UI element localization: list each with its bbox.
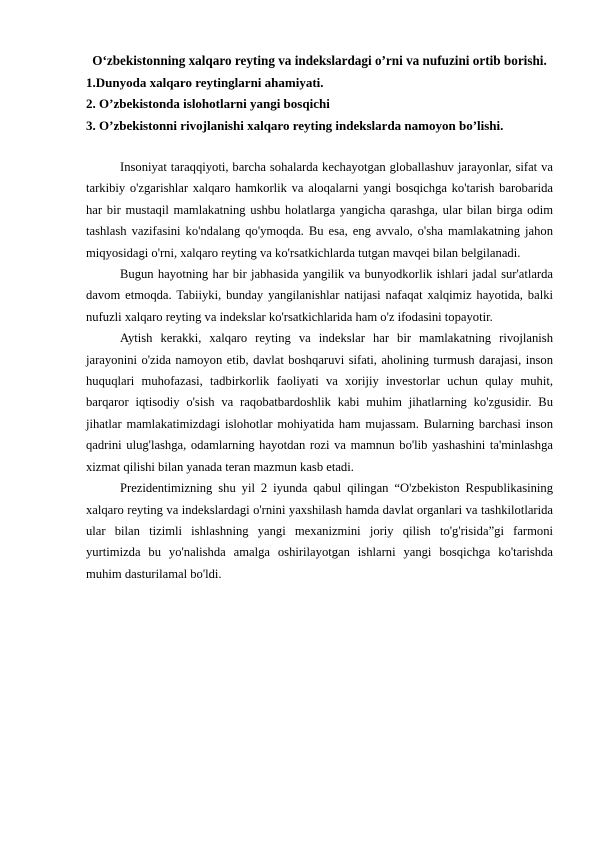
body-paragraph: Bugun hayotning har bir jabhasida yangilik va bunyodkorlik ishlari jadal sur'atlarda davom etmoqda. Tabiiyki, bunday yangilanishlar natijasi nafaqat xalqimiz hayotida, balki nufuzli xalqaro reyting va indekslar ko'rsatkichlarida ham o'z ifodasini topayotir. bbox=[86, 267, 553, 324]
body-paragraph: Insoniyat taraqqiyoti, barcha sohalarda kechayotgan globallashuv jarayonlar, sifat va tarkibiy o'zgarishlar xalqaro hamkorlik va aloqalarni yangi bosqichga ko'tarish barobarida har bir mustaqil mamlakatning ushbu holatlarga yangicha qarashga, ular bilan birga odim tashlash vazifasini ko'ndalang qo'ymoqda. Bu esa, eng avvalo, o'sha mamlakatning jahon miqyosidagi o'rni, xalqaro reyting va ko'rsatkichlarda tutgan mavqei bilan belgilanadi. bbox=[86, 160, 553, 260]
document-page bbox=[86, 50, 553, 585]
body-paragraph: Prezidentimizning shu yil 2 iyunda qabul qilingan “O'zbekiston Respublikasining xalqaro reyting va indekslardagi o'rnini yaxshilash hamda davlat organlari va tashkilotlarida ular bilan tizimli ishlashning yangi mexanizmini joriy qilish to'g'risida”gi farmoni yurtimizda bu yo'nalishda amalga oshirilayotgan ishlarni yangi bosqichga ko'tarishda muhim dasturilamal bo'ldi. bbox=[86, 481, 553, 581]
plan-item: 3. O’zbekistonni rivojlanishi xalqaro reyting indekslarda namoyon bo’lishi. bbox=[86, 117, 504, 133]
document-title: O‘zbekistonning xalqaro reyting va indekslardagi o’rni va nufuzini ortib borishi. bbox=[92, 53, 547, 68]
plan-list bbox=[86, 72, 553, 137]
plan-item: 1.Dunyoda xalqaro reytinglarni ahamiyati. bbox=[86, 74, 324, 90]
plan-item: 2. O’zbekistonda islohotlarni yangi bosqichi bbox=[86, 96, 330, 111]
body-paragraph: Aytish kerakki, xalqaro reyting va indekslar har bir mamlakatning rivojlanish jarayonini o'zida namoyon etib, davlat boshqaruvi sifati, aholining turmush darajasi, inson huquqlari muhofazasi, tadbirkorlik faoliyati va xorijiy investorlar uchun qulay muhit, barqaror iqtisodiy o'sish va raqobatbardoshlik kabi muhim jihatlarning ko'zgusidir. Bu jihatlar mamlakatimizdagi islohotlar mohiyatida ham mujassam. Bularning barchasi inson qadrini ulug'lashga, odamlarning hayotdan rozi va mamnun bo'lib yashashini ta'minlashga xizmat qilishi bilan yanada teran mazmun kasb etadi. bbox=[86, 331, 553, 474]
spacer bbox=[86, 136, 553, 157]
